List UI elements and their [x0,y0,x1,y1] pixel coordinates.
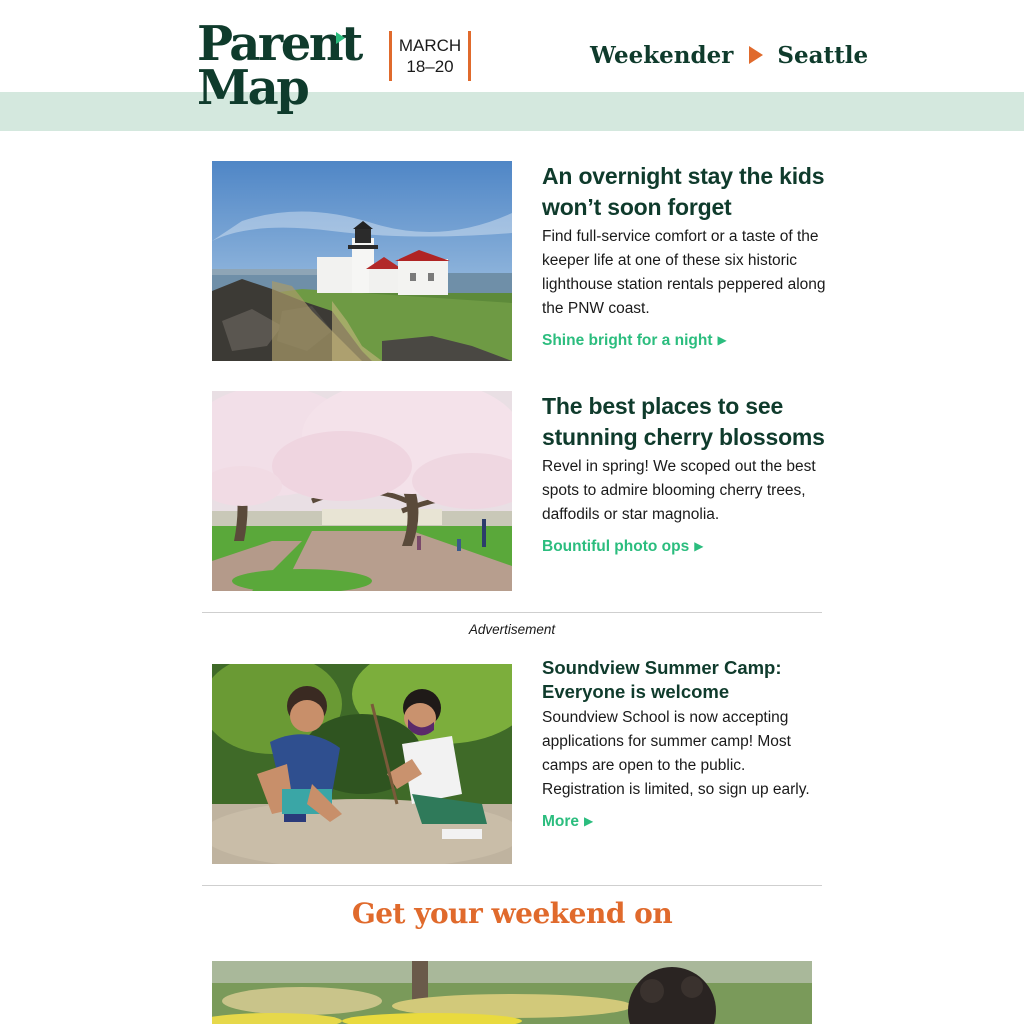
play-arrow-icon: ▶ [584,814,594,828]
issue-date-month: MARCH [398,36,462,55]
brand-city: Seattle [777,41,869,69]
article-text [542,391,832,556]
article-card-lighthouse [212,161,832,371]
cta-label: Bountiful photo ops [542,538,690,555]
logo-play-icon [336,32,345,44]
shine-bright-link[interactable] [542,332,727,350]
cta-label: Shine bright for a night [542,332,713,349]
kids-camp-photo[interactable] [212,664,512,864]
article-body: Revel in spring! We scoped out the best spots to admire blooming cherry trees, daffodils or star magnolia. [542,458,816,523]
parentmap-logo[interactable] [197,16,361,120]
weekend-feature-photo[interactable] [212,961,812,1024]
issue-date-range: 18–20 [406,57,454,76]
advertisement-label: Advertisement [468,622,556,637]
logo-line-map: Map [197,60,308,116]
logo-line-parent: Parent [197,16,361,72]
ad-body: Soundview School is now accepting applications for summer camp! Most camps are open to the public. Registration is limited, so sign up early. [542,709,810,798]
more-link[interactable] [542,813,593,831]
ad-title[interactable]: Soundview Summer Camp: Everyone is welcome [542,657,782,702]
article-title[interactable]: The best places to see stunning cherry blossoms [542,393,825,450]
bountiful-photo-ops-link[interactable] [542,538,703,556]
header [0,0,1024,131]
article-card-cherry-blossoms [212,391,832,601]
article-body: Find full-service comfort or a taste of the keeper life at one of these six historic lighthouse station rentals peppered along the PNW coast. [542,228,826,317]
lighthouse-photo[interactable] [212,161,512,361]
ad-text [542,656,832,831]
divider [202,612,822,613]
divider [202,885,822,886]
newsletter-brand [590,38,868,72]
cherry-blossom-photo[interactable] [212,391,512,591]
ad-card-soundview [212,656,832,866]
play-arrow-icon: ▶ [717,333,727,347]
brand-arrow-icon [749,46,763,64]
article-text [542,161,832,350]
section-title: Get your weekend on [351,897,673,930]
brand-weekender: Weekender [590,41,734,69]
article-title[interactable]: An overnight stay the kids won’t soon forget [542,163,825,220]
play-arrow-icon: ▶ [694,539,704,553]
issue-date [389,31,471,81]
cta-label: More [542,813,580,830]
